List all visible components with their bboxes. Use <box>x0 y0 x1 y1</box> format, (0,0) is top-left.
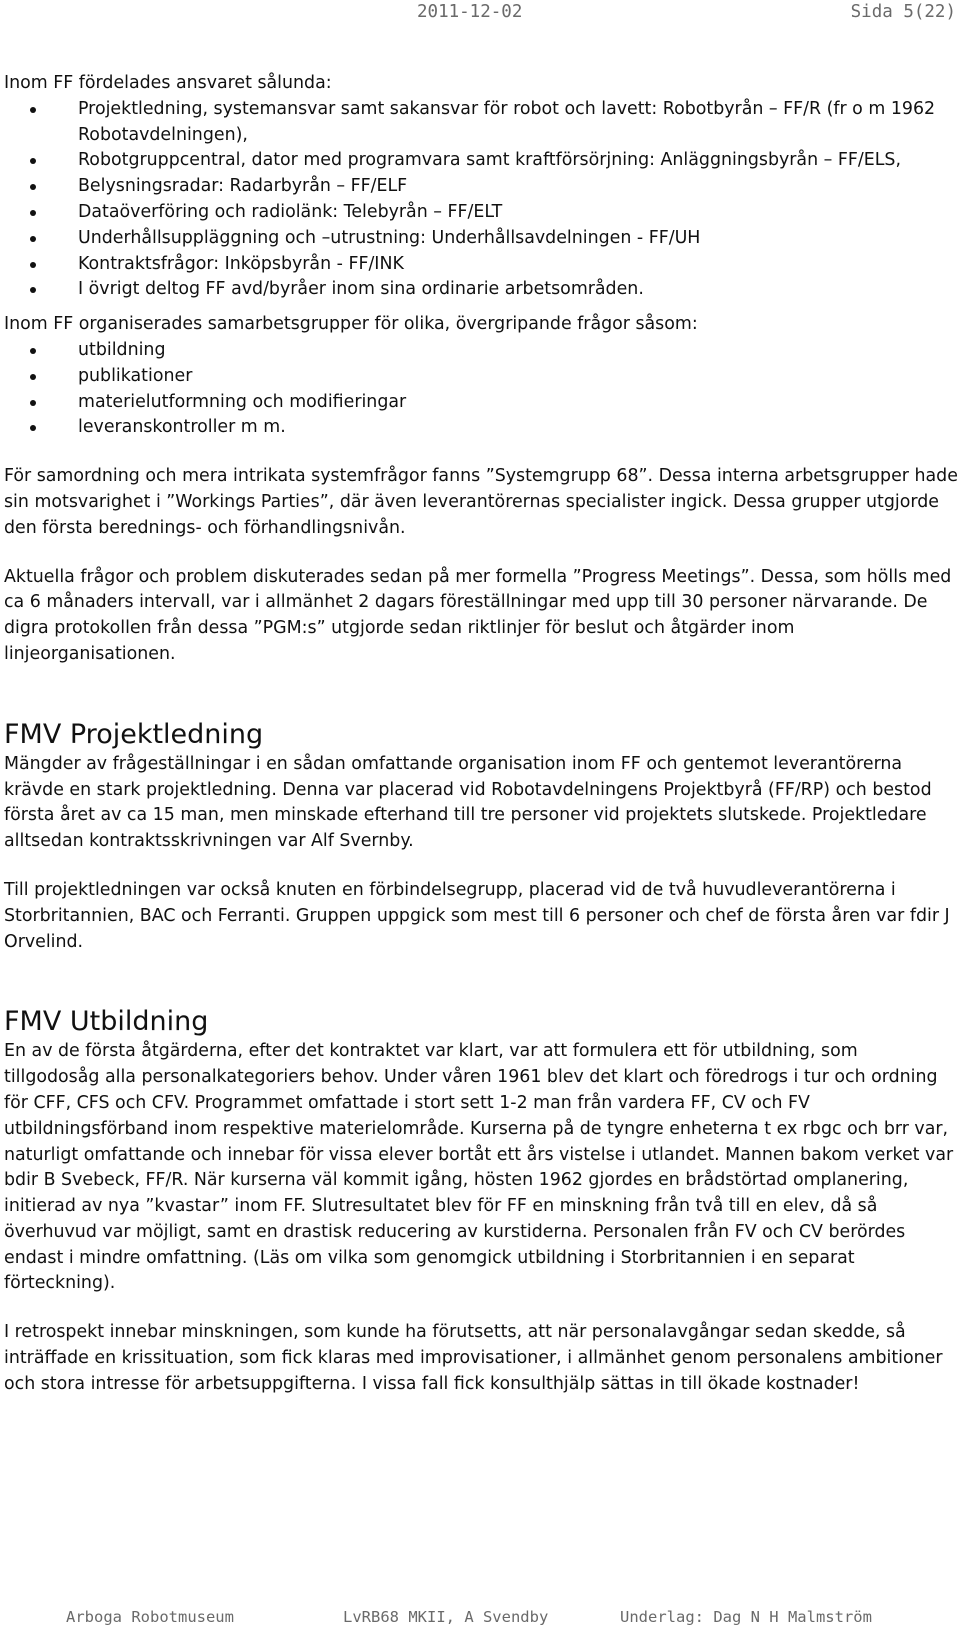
bullet-icon <box>30 400 36 406</box>
list-item: materielutformning och modifieringar <box>4 390 958 416</box>
section1-intro: Inom FF fördelades ansvaret sålunda: <box>4 73 332 93</box>
bullet-icon <box>30 262 36 268</box>
bullet-icon <box>30 210 36 216</box>
footer-source: Underlag: Dag N H Malmström <box>620 1608 872 1626</box>
projektledning-paragraph-1: Mängder av frågeställningar i en sådan omfattande organisation inom FF och gentemot leverantörerna krävde en stark projektledning. Denna var placerad vid Robotavdelningens Projektbyrå (FF/RP) och bestod första året av ca 15 man, men minskade efterhand till tre personer vid projektets slutskede. Projektledare alltsedan kontraktsskrivningen var Alf Svernby. <box>4 753 932 852</box>
list-item: Kontraktsfrågor: Inköpsbyrån - FF/INK <box>4 252 958 278</box>
responsibility-list <box>4 97 958 303</box>
bullet-icon <box>30 236 36 242</box>
bullet-icon <box>30 158 36 164</box>
list-item: Belysningsradar: Radarbyrån – FF/ELF <box>4 174 958 200</box>
header-date: 2011-12-02 <box>417 2 523 22</box>
bullet-icon <box>30 107 36 113</box>
header-page-number: Sida 5(22) <box>850 2 956 22</box>
bullet-icon <box>30 374 36 380</box>
list-item: leveranskontroller m m. <box>4 415 958 441</box>
projektledning-heading: FMV Projektledning <box>4 718 264 750</box>
list-item: I övrigt deltog FF avd/byråer inom sina ordinarie arbetsområden. <box>4 277 958 303</box>
bullet-icon <box>30 287 36 293</box>
footer-document: LvRB68 MKII, A Svendby <box>343 1608 549 1626</box>
workgroup-list <box>4 338 958 441</box>
systemgrupp-paragraph: För samordning och mera intrikata systemfrågor fanns ”Systemgrupp 68”. Dessa interna arbetsgrupper hade sin motsvarighet i ”Workings Parties”, där även leverantörernas specialister ingick. Dessa grupper utgjorde den första berednings- och förhandlingsnivån. <box>4 466 958 538</box>
list-item: Underhållsuppläggning och –utrustning: Underhållsavdelningen - FF/UH <box>4 226 958 252</box>
section2-intro: Inom FF organiserades samarbetsgrupper för olika, övergripande frågor såsom: <box>4 314 698 335</box>
progress-meetings-paragraph: Aktuella frågor och problem diskuterades sedan på mer formella ”Progress Meetings”. Dessa, som hölls med ca 6 månaders intervall, var i allmänhet 2 dagars föreställningar med upp till 30 personer närvarande. De digra protokollen från dessa ”PGM:s” utgjorde sedan riktlinjer för beslut och åtgärder inom linjeorganisationen. <box>4 566 952 664</box>
bullet-icon <box>30 425 36 431</box>
utbildning-heading: FMV Utbildning <box>4 1006 209 1038</box>
page-header <box>0 0 960 26</box>
list-item: Robotgruppcentral, dator med programvara samt kraftförsörjning: Anläggningsbyrån – FF/ELS, <box>4 148 958 174</box>
list-item: Projektledning, systemansvar samt sakansvar för robot och lavett: Robotbyrån – FF/R (fr o m 1962 Robotavdelningen), <box>4 97 958 149</box>
document-body <box>4 71 958 1398</box>
utbildning-paragraph-1: En av de första åtgärderna, efter det kontraktet var klart, var att formulera ett för utbildning, som tillgodosåg alla personalkategoriers behov. Under våren 1961 blev det klart och föredrogs i tur och ordning för CFF, CFS och CFV. Programmet omfattade i stort sett 1-2 man från vardera FF, CV och FV utbildningsförband inom respektive materielområde. Kurserna på de tyngre enheterna t ex rbgc och brr var, naturligt omfattande och innebar för vissa elever bortåt ett års vistelse i utlandet. Mannen bakom verket var bdir B Svebeck, FF/R. När kurserna väl kommit igång, hösten 1962 gjordes en brådstörtad omplanering, initierad av nya ”kvastar” inom FF. Slutresultatet blev för FF en minskning från två till en elev, då så överhuvud var möjligt, samt en drastisk reducering av kurstiderna. Personalen från FV och CV berördes endast i mindre omfattning. (Läs om vilka som genomgick utbildning i Storbritannien i en separat förteckning). <box>4 1041 954 1294</box>
bullet-icon <box>30 348 36 354</box>
bullet-icon <box>30 184 36 190</box>
footer-museum: Arboga Robotmuseum <box>66 1608 234 1626</box>
list-item: publikationer <box>4 364 958 390</box>
projektledning-paragraph-2: Till projektledningen var också knuten en förbindelsegrupp, placerad vid de två huvudleverantörerna i Storbritannien, BAC och Ferranti. Gruppen uppgick som mest till 6 personer och chef de första åren var fdir J Orvelind. <box>4 879 950 952</box>
list-item: Dataöverföring och radiolänk: Telebyrån – FF/ELT <box>4 200 958 226</box>
utbildning-paragraph-2: I retrospekt innebar minskningen, som kunde ha förutsetts, att när personalavgångar sedan skedde, så inträffade en krissituation, som fick klaras med improvisationer, i allmänhet genom personalens ambitioner och stora intresse för arbetsuppgifterna. I vissa fall fick konsulthjälp sättas in till ökade kostnader! <box>4 1322 943 1394</box>
list-item: utbildning <box>4 338 958 364</box>
